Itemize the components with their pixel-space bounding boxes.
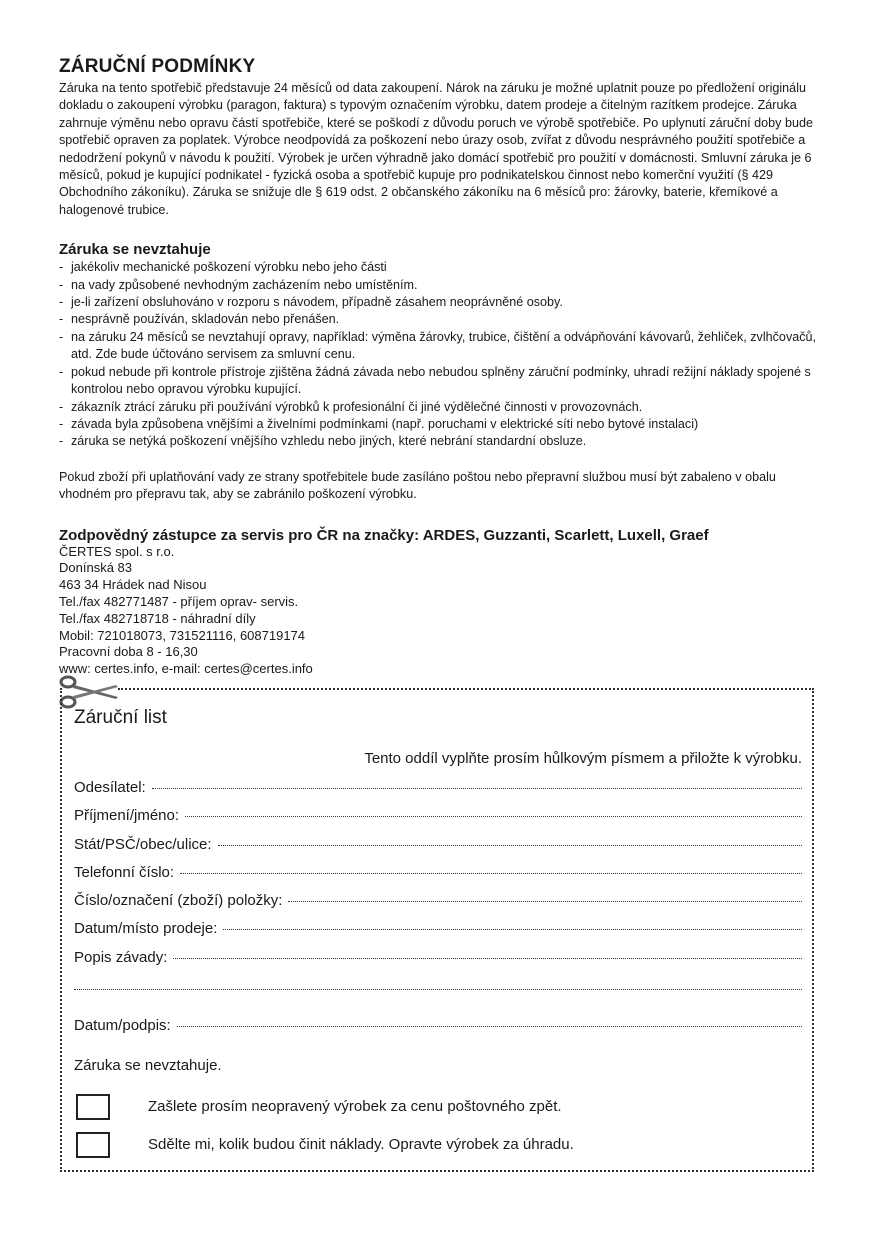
sender-line[interactable] (152, 788, 802, 789)
city: 463 34 Hrádek nad Nisou (59, 577, 207, 593)
name-line[interactable] (185, 816, 802, 817)
item-label: Číslo/označení (zboží) položky: (74, 892, 283, 909)
street: Donínská 83 (59, 560, 132, 576)
sale-label: Datum/místo prodeje: (74, 920, 218, 937)
sender-label: Odesílatel: (74, 779, 146, 796)
warranty-title: ZÁRUČNÍ PODMÍNKY (59, 56, 256, 77)
address-line[interactable] (218, 845, 802, 846)
service-title: Zodpovědný zástupce za servis pro ČR na značky: ARDES, Guzzanti, Scarlett, Luxell, Graef (59, 526, 709, 544)
company-name: ČERTES spol. s r.o. (59, 543, 175, 559)
phone-line[interactable] (180, 873, 802, 874)
list-item: - na vady způsobené nevhodným zacházením nebo umístěním. (59, 277, 819, 294)
return-label: Zašlete prosím neopravený výrobek za cenu poštovného zpět. (148, 1098, 562, 1115)
address-label: Stát/PSČ/obec/ulice: (74, 836, 212, 853)
list-item: - záruka se netýká poškození vnějšího vzhledu nebo jiných, které nebrání standardní obsluze. (59, 433, 819, 450)
phone-label: Telefonní číslo: (74, 864, 175, 881)
signature-line[interactable] (177, 1026, 802, 1027)
sender-field[interactable] (74, 779, 802, 799)
option-quote[interactable] (76, 1132, 796, 1162)
signature-label: Datum/podpis: (74, 1017, 171, 1034)
sale-line[interactable] (223, 929, 802, 930)
card-title: Záruční list (74, 707, 167, 728)
signature-field[interactable] (74, 1017, 802, 1037)
parts-phone: Tel./fax 482718718 - náhradní díly (59, 610, 256, 626)
warranty-document (59, 56, 819, 678)
web-email: www: certes.info, e-mail: certes@certes.info (59, 661, 313, 677)
shipping-note: Pokud zboží při uplatňování vady ze strany spotřebitele bude zasíláno poštou nebo přepravní službou musí být zabaleno v obalu vhodném pro přepravu tak, aby se zabránilo poškození výrobku. (59, 469, 776, 502)
defect-field[interactable] (74, 949, 802, 969)
name-label: Příjmení/jméno: (74, 807, 180, 824)
cut-line (118, 688, 814, 690)
warranty-intro: Záruka na tento spotřebič představuje 24 měsíců od data zakoupení. Nárok na záruku je možné uplatnit pouze po předložení originálu dokladu o zakoupení výrobku (paragon, faktura) s typovým označením výrobku, datem prodeje a čitelným razítkem prodejce. Záruka zahrnuje výměnu nebo opravu částí spotřebiče, které se poškodí z důvodu poruch ve výrobě spotřebiče. Po uplynutí záruční doby bude spotřebič opraven za poplatek. Výrobce neodpovídá za poškození nebo úrazy osob, zvířat z důvodu nesprávného použití spotřebiče a nedodržení pokynů v návodu k použití. Výrobek je určen výhradně jako domácí spotřebič pro použití v domácnosti. Smluvní záruka je 6 měsíců, pokud je kupující podnikatel - fyzická osoba a spotřebič kupuje pro podnikatelskou činnost nebo komerční využití (§ 429 Obchodního zákoníku). Záruka se snižuje dle § 619 odst. 2 občanského zákoníku na 6 měsíců pro: žárovky, baterie, křemíkové a halogenové trubice. (59, 81, 813, 217)
address-field[interactable] (74, 836, 802, 856)
quote-label: Sdělte mi, kolik budou činit náklady. Opravte výrobek za úhradu. (148, 1136, 574, 1153)
defect-line[interactable] (173, 958, 802, 959)
mobile: Mobil: 721018073, 731521116, 608719174 (59, 627, 306, 643)
list-item: - na záruku 24 měsíců se nevztahují opravy, například: výměna žárovky, trubice, čištění a odvápňování kávovarů, žehliček, zvlhčovačů, atd. Zde bude účtováno servisem za smluvní cenu. (59, 329, 819, 364)
defect-label: Popis závady: (74, 949, 168, 966)
opening-hours: Pracovní doba 8 - 16,30 (59, 644, 198, 660)
item-line[interactable] (288, 901, 802, 902)
quote-checkbox[interactable] (76, 1132, 110, 1158)
repairs-phone: Tel./fax 482771487 - příjem oprav- servis. (59, 593, 299, 609)
list-item: - závada byla způsobena vnějšími a živelními podmínkami (např. poruchami v elektrické síti nebo bytové instalaci) (59, 416, 819, 433)
list-item: - je-li zařízení obsluhováno v rozporu s návodem, případně zásahem neoprávněné osoby. (59, 294, 819, 311)
name-field[interactable] (74, 807, 802, 827)
phone-field[interactable] (74, 864, 802, 884)
card-instruction: Tento oddíl vyplňte prosím hůlkovým písmem a přiložte k výrobku. (364, 750, 802, 767)
return-checkbox[interactable] (76, 1094, 110, 1120)
defect-extra-line[interactable] (74, 989, 802, 990)
no-warranty-text: Záruka se nevztahuje. (74, 1057, 222, 1074)
list-item: - nesprávně používán, skladován nebo přenášen. (59, 311, 819, 328)
sale-field[interactable] (74, 920, 802, 940)
exclusions-list (59, 259, 819, 450)
exclusions-title: Záruka se nevztahuje (59, 241, 211, 259)
list-item: - jakékoliv mechanické poškození výrobku nebo jeho části (59, 259, 819, 276)
list-item: - zákazník ztrácí záruku při používání výrobků k profesionální či jiné výdělečné činnosti v provozovnách. (59, 399, 819, 416)
list-item: - pokud nebude při kontrole přístroje zjištěna žádná závada nebo nebudou splněny záruční podmínky, uhradí režijní náklady spojené s kontrolou nebo opravou výrobku kupující. (59, 364, 819, 399)
item-field[interactable] (74, 892, 802, 912)
service-contact (59, 544, 819, 678)
option-return[interactable] (76, 1094, 796, 1124)
